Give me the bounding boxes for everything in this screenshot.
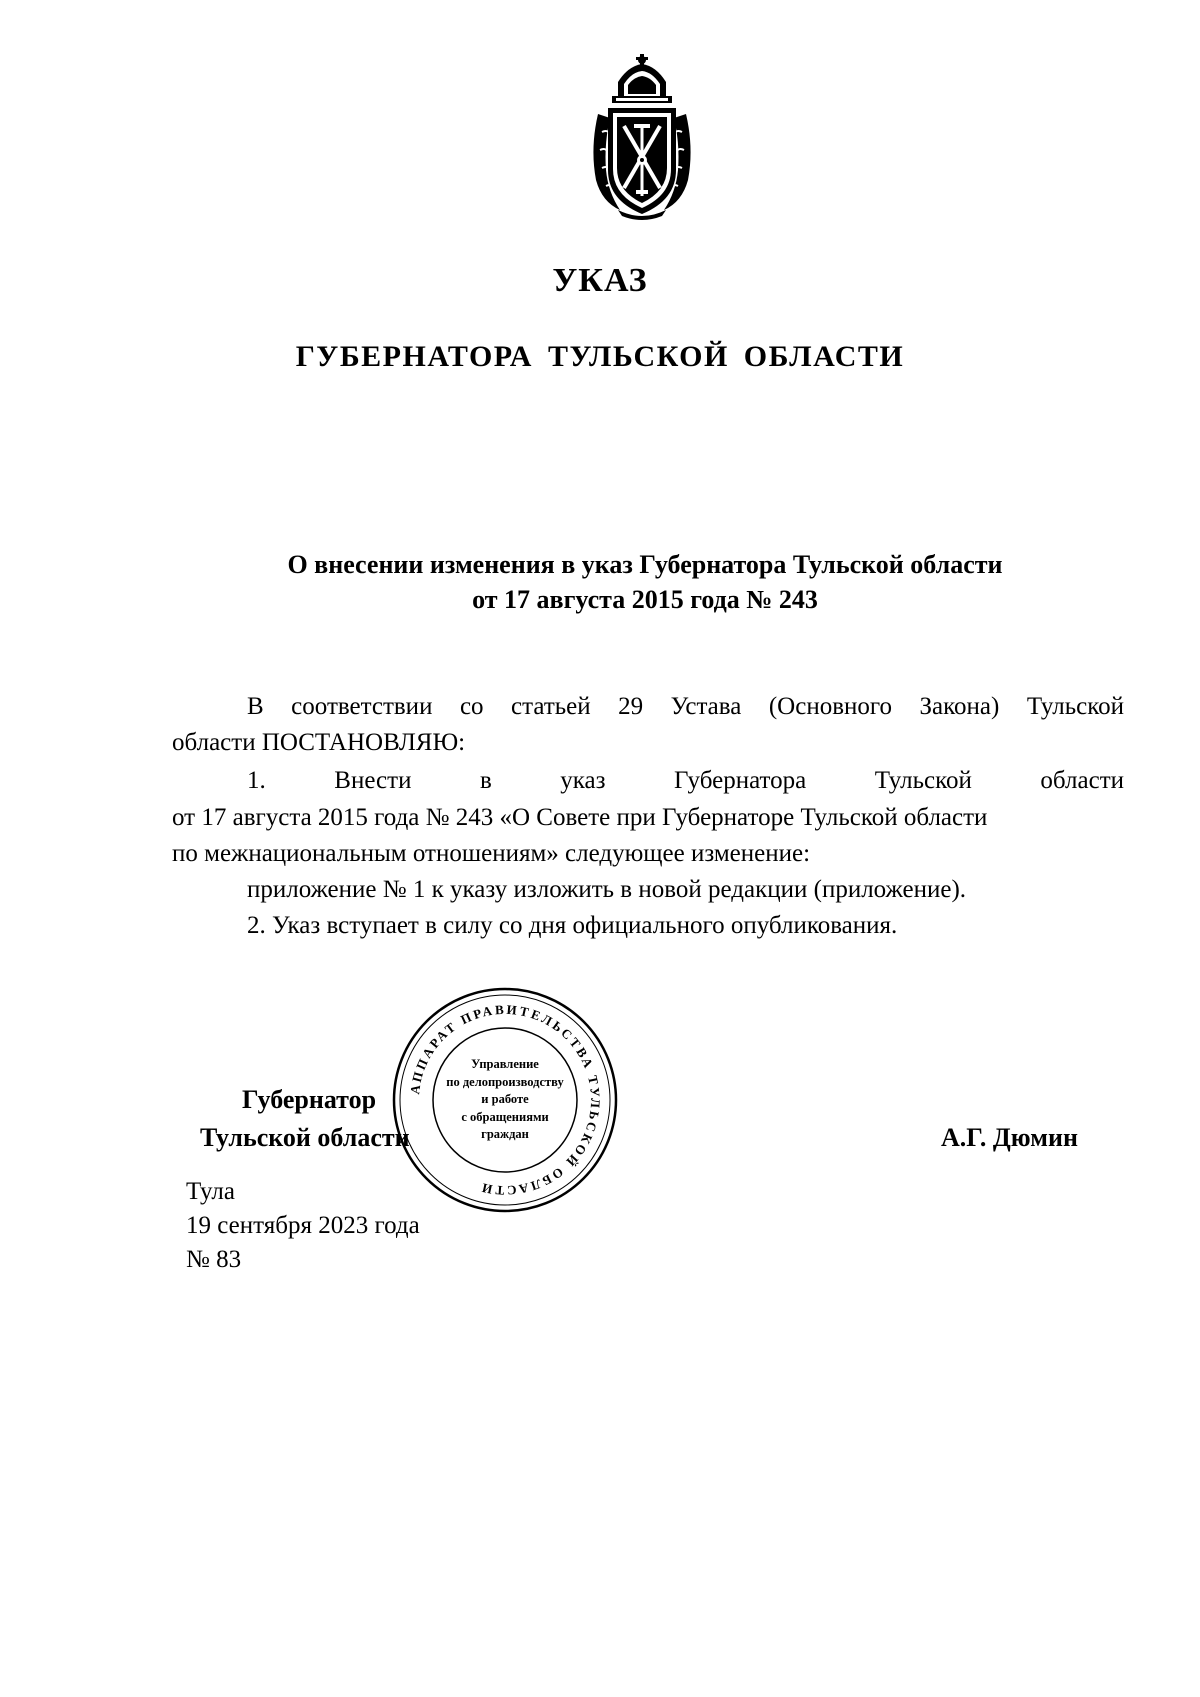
stamp-ring-text: АППАРАТ ПРАВИТЕЛЬСТВА ТУЛЬСКОЙ ОБЛАСТИ xyxy=(407,1001,604,1199)
subject-line-1: О внесении изменения в указ Губернатора Тульской области xyxy=(287,550,1003,579)
signatory-position-line-1: Губернатор xyxy=(242,1085,377,1114)
signatory-position-line-2: Тульской области xyxy=(200,1123,410,1152)
stamp-center-line-1: Управление xyxy=(471,1057,539,1071)
issue-city: Тула xyxy=(186,1178,235,1205)
body-paragraph-3: приложение № 1 к указу изложить в новой редакции (приложение). xyxy=(247,876,967,903)
stamp-center-line-3: и работе xyxy=(481,1092,529,1106)
body-paragraph-2-line-3: по межнациональным отношениям» следующее изменение: xyxy=(172,840,811,867)
document-number: № 83 xyxy=(186,1246,242,1273)
stamp-center-line-5: граждан xyxy=(481,1127,529,1141)
issue-date: 19 сентября 2023 года xyxy=(186,1212,420,1239)
body-paragraph-2-line-2: от 17 августа 2015 года № 243 «О Совете при Губернаторе Тульской области xyxy=(172,804,988,831)
official-stamp xyxy=(390,985,620,1215)
body-paragraph-1-line-1: В соответствии со статьей 29 Устава (Основного Закона) Тульской xyxy=(247,693,1124,720)
stamp-center-line-2: по делопроизводству xyxy=(446,1075,564,1089)
body-paragraph-2-line-1: 1. Внести в указ Губернатора Тульской области xyxy=(247,767,1124,794)
coat-of-arms-emblem xyxy=(588,52,696,220)
body-paragraph-4: 2. Указ вступает в силу со дня официального опубликования. xyxy=(247,912,898,939)
subject-line-2: от 17 августа 2015 года № 243 xyxy=(472,585,818,614)
body-paragraph-1-line-2: области ПОСТАНОВЛЯЮ: xyxy=(172,729,466,756)
stamp-center-line-4: с обращениями xyxy=(461,1110,549,1124)
document-type-title: УКАЗ xyxy=(552,262,648,299)
signatory-name: А.Г. Дюмин xyxy=(941,1123,1078,1152)
issuer-title: ГУБЕРНАТОРА ТУЛЬСКОЙ ОБЛАСТИ xyxy=(295,340,905,373)
